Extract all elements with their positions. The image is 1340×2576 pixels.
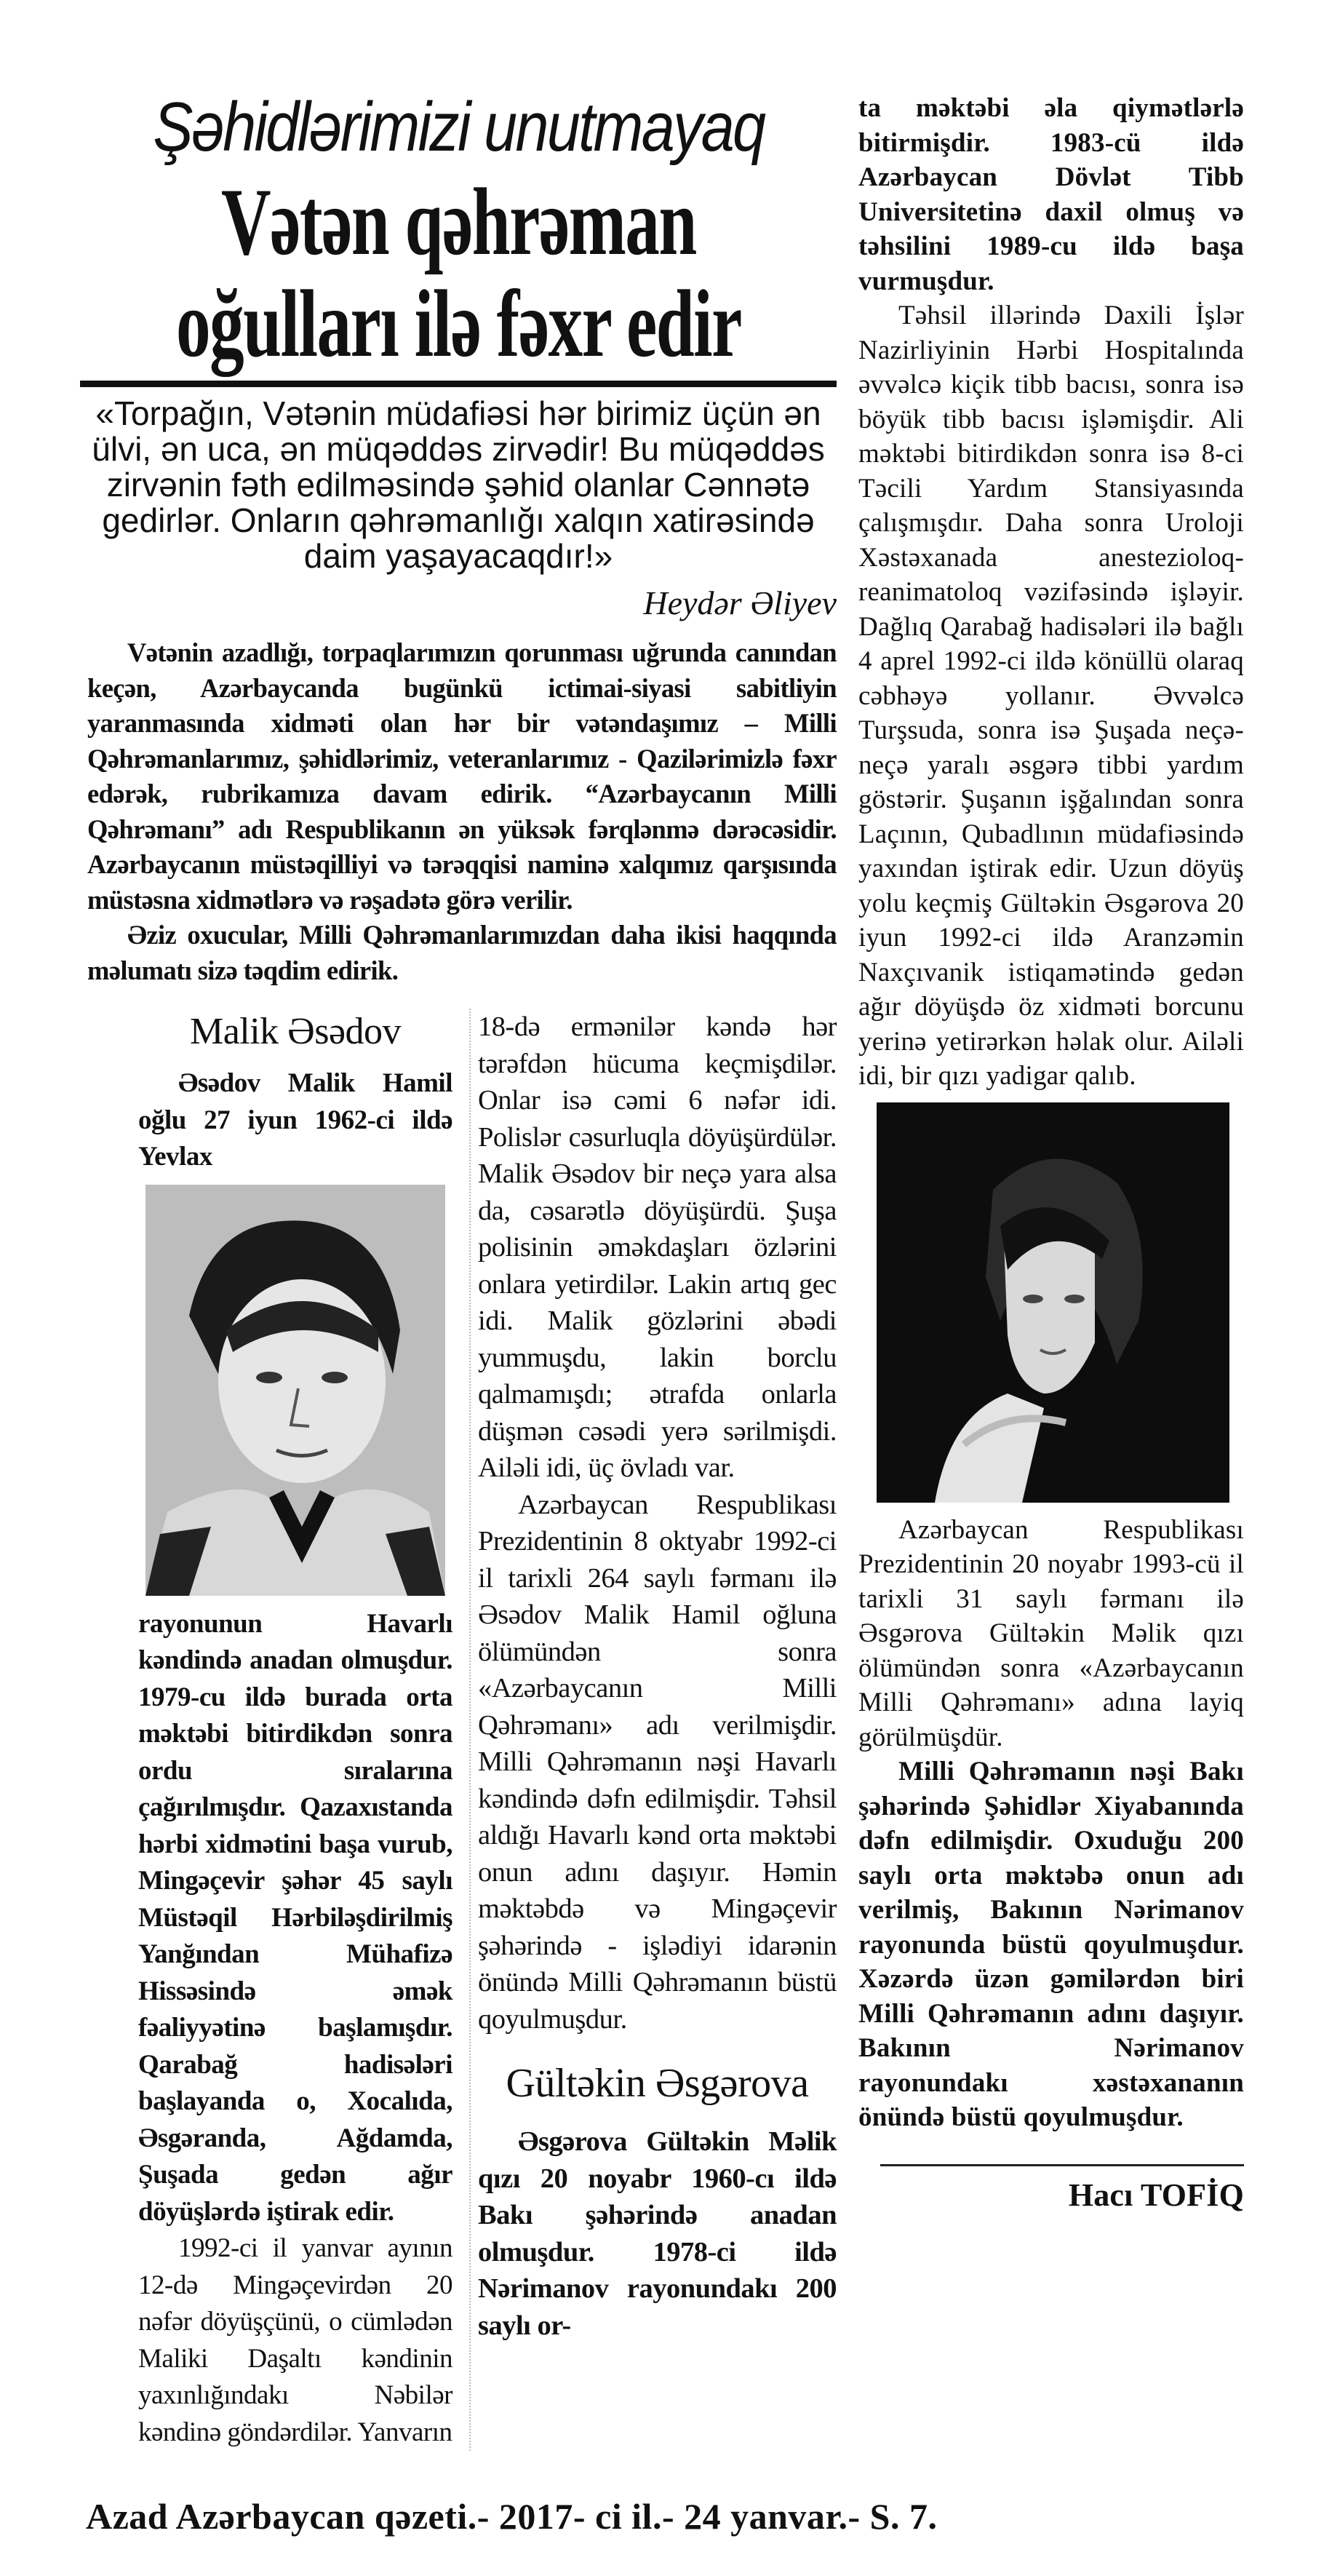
- epigraph-quote: «Torpağın, Vətənin müdafiəsi hər birimiz üçün ən ülvi, ən uca, ən müqəddəs zirvədir! Bu müqəddəs zirvənin fəth edilməsində şəhid olanlar Cənnətə gedirlər. Onların qəhrəmanlığı xalqın xatirəsində daim yaşayacaqdır!»: [92, 394, 825, 575]
- hero1-paragraph: Əsədov Malik Hamil oğlu 27 iyun 1962-ci ildə Yevlax: [138, 1068, 452, 1172]
- right-column: [858, 91, 1244, 2217]
- author-signature: Hacı TOFİQ: [1068, 2177, 1244, 2213]
- hero1-photo: [145, 1185, 445, 1596]
- title-line-2: oğulları ilə fəxr edir: [175, 270, 741, 377]
- intro: [87, 635, 837, 988]
- intro-paragraph: Əziz oxucular, Milli Qəhrəmanlarımızdan daha ikisi haqqında məlumatı sizə təqdim edirik.: [87, 920, 837, 985]
- hero1-paragraph: 18-də ermənilər kəndə hər tərəfdən hücuma keçmişdilər. Onlar isə cəmi 6 nəfər idi. Polislər cəsurluqla döyüşürdülər. Malik Əsədov bir neçə yara alsa da, cəsarətlə döyüşürdü. Şuşa polisinin əməkdaşları özlərini onlara yetirdilər. Lakin artıq gec idi. Malik gözlərini əbədi yummuşdu, lakin borclu qalmamışdı; ətrafda onlarla düşmən cəsədi yerə sərilmişdi. Ailəli idi, üç övladı var.: [478, 1011, 837, 1483]
- hero1-paragraph: rayonunun Havarlı kəndində anadan olmuşdur. 1979-cu ildə burada orta məktəbi bitirdikdən sonra ordu sıralarına çağırılmışdır. Qazaxıstanda hərbi xidmətini başa vurub, Mingəçevir şəhər 45 saylı Müstəqil Hərbiləşdirilmiş Yanğından Mühafizə Hissəsində əmək fəaliyyətinə başlamışdır. Qarabağ hadisələri başlayanda o, Xocalıda, Əsgəranda, Ağdamda, Şuşada gedən ağır döyüşlərdə iştirak edir.: [138, 1608, 452, 2227]
- hero2-name: Gültəkin Əsgərova: [506, 2061, 809, 2106]
- intro-paragraph: Vətənin azadlığı, torpaqlarımızın qorunması uğrunda canından keçən, Azərbaycanda bugünkü ictimai-siyasi sabitliyin yaranmasında xidməti olan hər bir vətəndaşımız – Milli Qəhrəmanlarımız, şəhidlərimiz, veteranlarımız - Qazilərimizlə fəxr edərək, rubrikamıza davam edirik. “Azərbaycanın Milli Qəhrəmanı” adı Respublikanın ən yüksək fərqlənmə dərəcəsidir. Azərbaycanın müstəqilliyi və tərəqqisi naminə xalqımız qarşısında müstəsna xidmətlərə və rəşadətə görə verilir.: [87, 637, 837, 915]
- article-main-area: [80, 84, 837, 2451]
- left-column: [138, 1009, 452, 2451]
- middle-column: [469, 1009, 837, 2451]
- hero1-paragraph: 1992-ci il yanvar ayının 12-də Mingəçevirdən 20 nəfər döyüşçünü, o cümlədən Maliki Daşaltı kəndinin yaxınlığındakı Nəbilər kəndinə göndərdilər. Yanvarın: [138, 2233, 452, 2447]
- quote-author: Heydər Əliyev: [643, 584, 837, 621]
- signature-divider: [880, 2164, 1244, 2166]
- hero2-paragraph: ta məktəbi əla qiymətlərlə bitirmişdir. 1983-cü ildə Azərbaycan Dövlət Tibb Universitetinə daxil olmuş və təhsilini 1989-cu ildə başa vurmuşdur.: [858, 93, 1244, 296]
- hero2-paragraph: Təhsil illərində Daxili İşlər Nazirliyinin Hərbi Hospitalında əvvəlcə kiçik tibb bacısı, sonra isə böyük tibb bacısı işləmişdir. Ali məktəbi bitirdikdən sonra isə 8-ci Təcili Yardım Stansiyasında çalışmışdır. Daha sonra Uroloji Xəstəxanada anestezioloq-reanimatoloq vəzifəsində işləyir. Dağlıq Qarabağ hadisələri ilə bağlı 4 aprel 1992-ci ildə könüllü olaraq cəbhəyə yollanır. Əvvəlcə Turşsuda, sonra isə Şuşada neçə-neçə yaralı əsgərə tibbi yardım göstərir. Şuşanın işğalından sonra Laçının, Qubadlının müdafiəsində yaxından iştirak edir. Uzun döyüş yolu keçmiş Gültəkin Əsgərova 20 iyun 1992-ci ildə Aranzəmin Naxçıvanik istiqamətində gedən ağır döyüşdə öz xidməti borcunu yerinə yetirərkən həlak olur. Ailəli idi, bir qızı yadigar qalıb.: [858, 301, 1244, 1091]
- title-line-1: Vətən qəhrəman: [220, 168, 696, 275]
- title-line-1-row: [80, 168, 837, 275]
- hero2-paragraph: Azərbaycan Respublikası Prezidentinin 20 noyabr 1993-cü il tarixli 31 saylı fərmanı ilə Əsgərova Gültəkin Məlik qızı ölümündən sonra «Azərbaycanın Milli Qəhrəmanı» adına layiq görülmüşdür.: [858, 1514, 1244, 1752]
- article-kicker-line: [80, 84, 837, 171]
- hero2-paragraph: Milli Qəhrəmanın nəşi Bakı şəhərində Şəhidlər Xiyabanında dəfn edilmişdir. Oxuduğu 200 saylı orta məktəbə onun adı verilmiş, Bakının Nərimanov rayonunda büstü qoyulmuşdur. Xəzərdə üzən gəmilərdən biri Milli Qəhrəmanın adını daşıyır. Bakının Nərimanov rayonundakı xəstəxananın önündə büstü qoyulmuşdur.: [858, 1757, 1244, 2132]
- source-citation: Azad Azərbaycan qəzeti.- 2017- ci il.- 24 yanvar.- S. 7.: [86, 2496, 938, 2537]
- title-divider: [80, 381, 837, 387]
- hero1-paragraph: Azərbaycan Respublikası Prezidentinin 8 oktyabr 1992-ci il tarixli 264 saylı fərmanı ilə Əsədov Malik Hamil oğluna ölümündən sonra «Azərbaycanın Milli Qəhrəmanı» adı verilmişdir. Milli Qəhrəmanın nəşi Havarlı kəndində dəfn edilmişdir. Təhsil aldığı Havarlı kənd orta məktəbi onun adını daşıyır. Həmin məktəbdə və Mingəçevir şəhərində - işlədiyi idarənin önündə Milli Qəhrəmanın büstü qoyulmuşdur.: [478, 1489, 837, 2035]
- hero2-photo: [877, 1102, 1229, 1503]
- hero2-paragraph: Əsgərova Gültəkin Məlik qızı 20 noyabr 1960-cı ildə Bakı şəhərində anadan olmuşdur. 1978-ci ildə Nərimanov rayonundakı 200 saylı or-: [478, 2126, 837, 2341]
- hero1-name: Malik Əsədov: [189, 1011, 402, 1052]
- article-columns: [80, 1009, 837, 2451]
- title-line-2-row: [80, 270, 837, 377]
- article-kicker: Şəhidlərimizi unutmayaq: [152, 88, 765, 166]
